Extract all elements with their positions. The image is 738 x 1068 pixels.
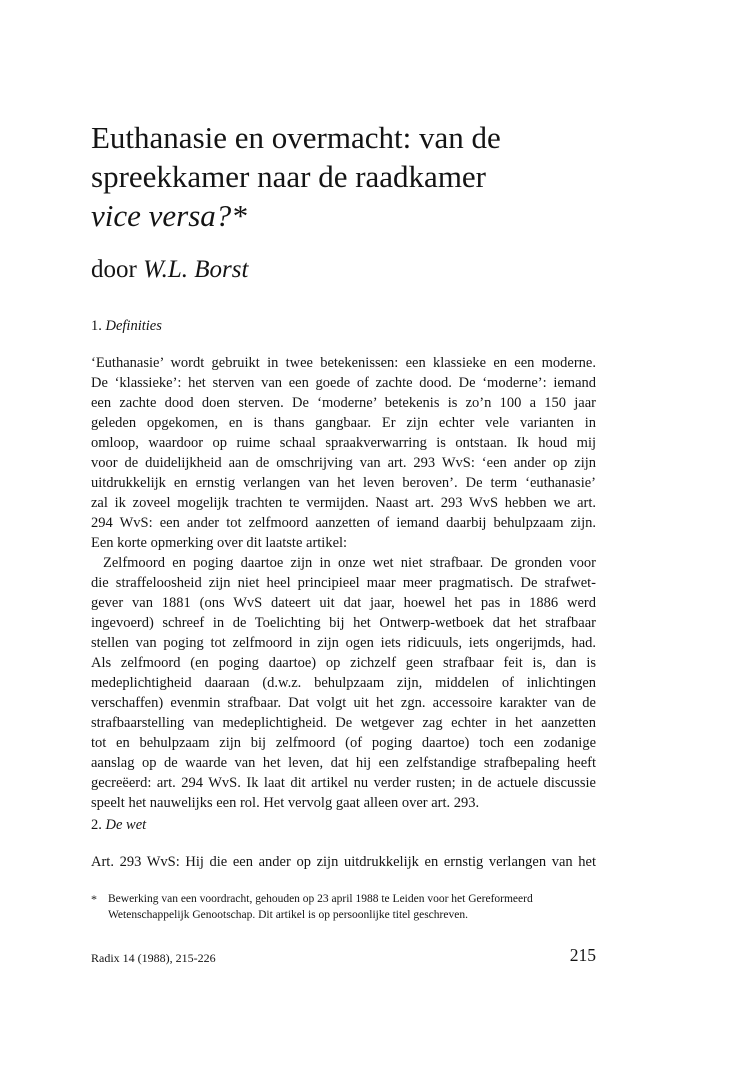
paragraph-line: zal ik zoveel mogelijk trachten te vermijden. Naast art. 293 WvS hebben we art. bbox=[91, 495, 596, 511]
title-line: spreekkamer naar de raadkamer bbox=[91, 159, 487, 194]
paragraph-line: geleden opgekomen, en is thans gangbaar. Er zijn echter vele varianten in bbox=[91, 415, 596, 431]
journal-citation: Radix 14 (1988), 215-226 bbox=[91, 951, 216, 965]
section-title: De wet bbox=[105, 817, 147, 833]
section-title: Definities bbox=[105, 318, 162, 334]
paragraph-line: medeplichtigheid daaraan (d.w.z. behulpzaam zijn, middelen of inlichtingen bbox=[91, 675, 596, 691]
paragraph-line: omloop, waardoor op ruime schaal spraakverwarring is ontstaan. Ik houd mij bbox=[91, 435, 596, 451]
paragraph-line: gecreëerd: art. 294 WvS. Ik laat dit artikel nu verder rusten; in de actuele discussie bbox=[91, 775, 596, 791]
byline bbox=[91, 255, 248, 285]
paragraph-line: Art. 293 WvS: Hij die een ander op zijn uitdrukkelijk en ernstig verlangen van het bbox=[91, 854, 596, 870]
paragraph-line: De ‘klassieke’: het sterven van een goede of zachte dood. De ‘moderne’: iemand bbox=[91, 375, 596, 391]
paragraph-line: speelt het nauwelijks een rol. Het vervolg gaat alleen over art. 293. bbox=[91, 795, 480, 811]
paragraph-line: Zelfmoord en poging daartoe zijn in onze wet niet strafbaar. De gronden voor bbox=[103, 555, 596, 571]
paragraph-line: tot en behulpzaam zijn bij zelfmoord (of poging daartoe) toch een zodanige bbox=[91, 735, 596, 751]
section-heading-de-wet bbox=[91, 816, 146, 834]
footnote-mark: * bbox=[91, 892, 97, 906]
paragraph-line: gever van 1881 (ons WvS dateert uit dat jaar, hoewel het pas in 1886 werd bbox=[91, 595, 596, 611]
paragraph-line: stellen van poging tot zelfmoord in zijn ogen iets ridicuuls, iets ongerijmds, had. bbox=[91, 635, 596, 651]
footnote-line: Bewerking van een voordracht, gehouden op 23 april 1988 te Leiden voor het Gereformeerd bbox=[108, 893, 533, 905]
paragraph-line: 294 WvS: een ander tot zelfmoord aanzetten of iemand daarbij behulpzaam zijn. bbox=[91, 515, 596, 531]
section-heading-definities bbox=[91, 317, 162, 335]
section-number: 2. bbox=[91, 817, 102, 833]
paragraph-line: een zachte dood doen sterven. De ‘moderne’ betekenis is zo’n 100 a 150 jaar bbox=[91, 395, 596, 411]
paragraph-line: ingevoerd) schreef in de Toelichting bij het Ontwerp-wetboek dat het strafbaar bbox=[91, 615, 596, 631]
paragraph-line: Als zelfmoord (en poging daartoe) op zichzelf geen strafbaar feit is, dan is bbox=[91, 655, 596, 671]
paragraph-line: die straffeloosheid zijn niet heel principieel maar meer pragmatisch. De strafwet- bbox=[91, 575, 596, 591]
page-number: 215 bbox=[569, 945, 596, 965]
footnote-line: Wetenschappelijk Genootschap. Dit artikel is op persoonlijke titel geschreven. bbox=[108, 909, 468, 921]
section-number: 1. bbox=[91, 318, 102, 334]
paragraph-line: aanslag op de waarde van het leven, dat hij een zelfstandige strafbepaling heeft bbox=[91, 755, 596, 771]
paragraph-line: Een korte opmerking over dit laatste artikel: bbox=[91, 535, 348, 551]
paragraph-line: voor de duidelijkheid aan de omschrijving van art. 293 WvS: ‘een ander op zijn bbox=[91, 455, 596, 471]
title-line: Euthanasie en overmacht: van de bbox=[91, 120, 501, 155]
author-name: W.L. Borst bbox=[143, 256, 249, 283]
article-title bbox=[91, 118, 651, 235]
paragraph-line: strafbaarstelling van medeplichtigheid. De wetgever zag echter in het aanzetten bbox=[91, 715, 596, 731]
byline-prefix: door bbox=[91, 256, 137, 283]
paragraph-line: ‘Euthanasie’ wordt gebruikt in twee betekenissen: een klassieke en een moderne. bbox=[91, 355, 596, 371]
paragraph-line: uitdrukkelijk en ernstig verlangen van het leven beroven’. De term ‘euthanasie’ bbox=[91, 475, 596, 491]
title-line: vice versa?* bbox=[91, 198, 247, 233]
paragraph-line: verschaffen) evenmin strafbaar. Dat volgt uit het zgn. accessoire karakter van de bbox=[91, 695, 596, 711]
